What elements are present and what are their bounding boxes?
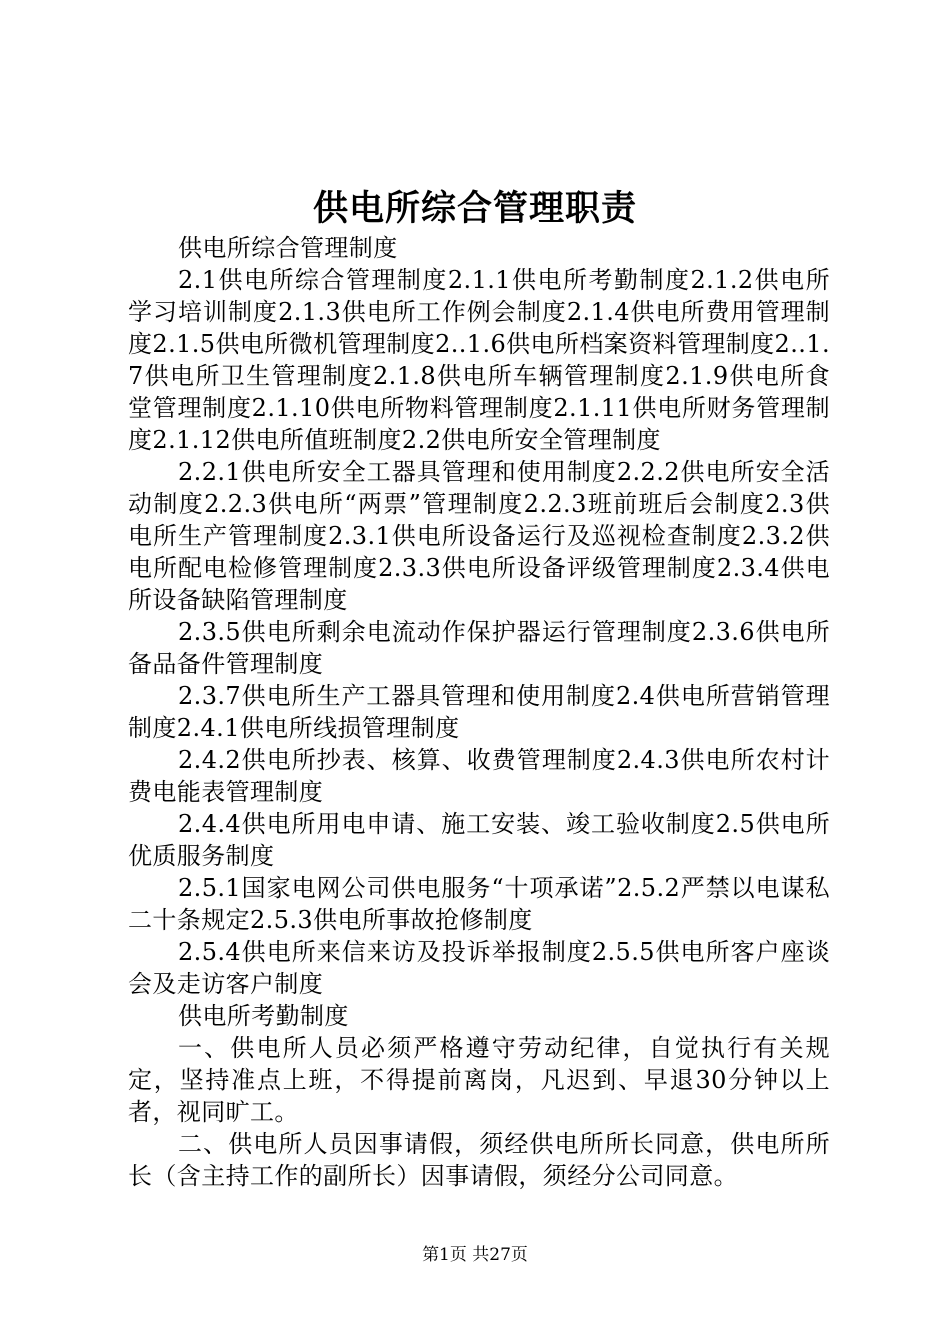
paragraph: 二、供电所人员因事请假，须经供电所所长同意，供电所所长（含主持工作的副所长）因事请假，须经分公司同意。 (128, 1130, 830, 1190)
paragraph: 2.5.1国家电网公司供电服务“十项承诺”2.5.2严禁以电谋私二十条规定2.5.3供电所事故抢修制度 (128, 874, 830, 934)
paragraph: 2.3.7供电所生产工器具管理和使用制度2.4供电所营销管理制度2.4.1供电所线损管理制度 (128, 682, 830, 742)
paragraph-heading: 供电所综合管理制度 (178, 234, 398, 262)
document-title: 供电所综合管理职责 (312, 188, 637, 229)
paragraph: 2.5.4供电所来信来访及投诉举报制度2.5.5供电所客户座谈会及走访客户制度 (128, 938, 830, 998)
paragraph-heading: 供电所考勤制度 (178, 1002, 349, 1030)
page-number-footer: 第1页 共27页 (422, 1245, 528, 1265)
paragraph: 一、供电所人员必须严格遵守劳动纪律，自觉执行有关规定，坚持准点上班，不得提前离岗，凡迟到、早退30分钟以上者，视同旷工。 (128, 1034, 830, 1126)
paragraph: 2.3.5供电所剩余电流动作保护器运行管理制度2.3.6供电所备品备件管理制度 (128, 618, 830, 678)
paragraph: 2.2.1供电所安全工器具管理和使用制度2.2.2供电所安全活动制度2.2.3供电所“两票”管理制度2.2.3班前班后会制度2.3供电所生产管理制度2.3.1供电所设备运行及巡视检查制度2.3.2供电所配电检修管理制度2.3.3供电所设备评级管理制度2.3.4供电所设备缺陷管理制度 (128, 458, 830, 614)
document-body (128, 232, 830, 1192)
paragraph: 2.1供电所综合管理制度2.1.1供电所考勤制度2.1.2供电所学习培训制度2.1.3供电所工作例会制度2.1.4供电所费用管理制度2.1.5供电所微机管理制度2..1.6供电所档案资料管理制度2..1.7供电所卫生管理制度2.1.8供电所车辆管理制度2.1.9供电所食堂管理制度2.1.10供电所物料管理制度2.1.11供电所财务管理制度2.1.12供电所值班制度2.2供电所安全管理制度 (128, 266, 830, 454)
paragraph: 2.4.2供电所抄表、核算、收费管理制度2.4.3供电所农村计费电能表管理制度 (128, 746, 830, 806)
paragraph: 2.4.4供电所用电申请、施工安装、竣工验收制度2.5供电所优质服务制度 (128, 810, 830, 870)
